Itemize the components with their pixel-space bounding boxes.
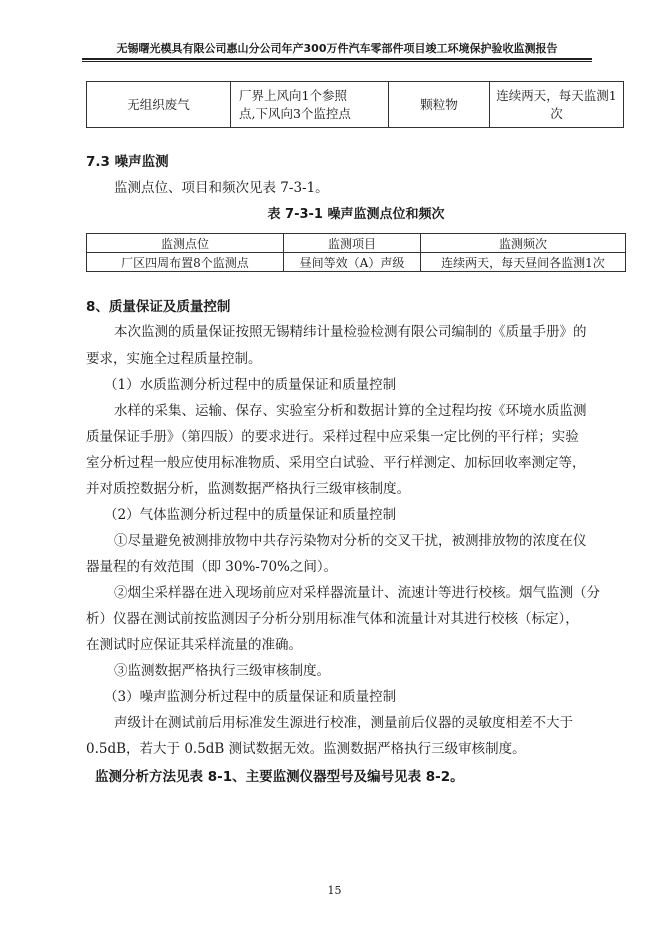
- noise-monitoring-table: [86, 233, 626, 272]
- paragraph-line: 监测点位、项目和频次见表 7-3-1。: [114, 180, 329, 196]
- paragraph-line: 器量程的有效范围（即 30%-70%之间）。: [86, 559, 338, 575]
- paragraph-line: 0.5dB，若大于 0.5dB 测试数据无效。监测数据严格执行三级审核制度。: [86, 741, 526, 757]
- cell-line: 点,下风向3个监控点: [239, 105, 351, 121]
- top-monitoring-table: [86, 81, 624, 128]
- table-header-row: [87, 234, 626, 253]
- subsection-title-gas: （2）气体监测分析过程中的质量保证和质量控制: [104, 507, 397, 523]
- report-header: 无锡曙光模具有限公司惠山分公司年产300万件汽车零部件项目竣工环境保护验收监测报告: [116, 42, 558, 55]
- paragraph-line: 在测试时应保证其采样流量的准确。: [86, 637, 302, 653]
- table-cell: 颗粒物: [389, 82, 490, 128]
- table-row: [87, 82, 624, 128]
- column-header: 监测频次: [421, 234, 626, 253]
- header-rule-thin: [82, 61, 592, 62]
- paragraph-line: 室分析过程一般应使用标准物质、采用空白试验、平行样测定、加标回收率测定等，: [86, 455, 586, 471]
- table-cell: 无组织废气: [87, 82, 231, 128]
- paragraph-line: ②烟尘采样器在进入现场前应对采样器流量计、流速计等进行校核。烟气监测（分: [114, 585, 600, 601]
- section-heading-7-3: 7.3 噪声监测: [86, 154, 169, 170]
- table-cell: 昼间等效（A）声级: [284, 253, 421, 272]
- paragraph-line: 要求，实施全过程质量控制。: [86, 351, 262, 367]
- table-cell: 厂区四周布置8个监测点: [87, 253, 284, 272]
- paragraph-line: 本次监测的质量保证按照无锡精纬计量检验检测有限公司编制的《质量手册》的: [114, 324, 587, 340]
- header-rule: [82, 58, 592, 60]
- table-cell: 连续两天，每天昼间各监测1次: [421, 253, 626, 272]
- paragraph-line: 水样的采集、运输、保存、实验室分析和数据计算的全过程均按《环境水质监测: [114, 403, 587, 419]
- section-heading-8: 8、质量保证及质量控制: [86, 299, 231, 315]
- paragraph-line: 析）仪器在测试前按监测因子分析分别用标准气体和流量计对其进行校核（标定），: [86, 611, 579, 627]
- page-number: 15: [327, 884, 342, 897]
- paragraph-line: ③监测数据严格执行三级审核制度。: [114, 663, 330, 679]
- paragraph-line: 质量保证手册》（第四版）的要求进行。采样过程中应采集一定比例的平行样；实验: [86, 429, 579, 445]
- subsection-title-noise: （3）噪声监测分析过程中的质量保证和质量控制: [104, 689, 397, 705]
- paragraph-line: 并对质控数据分析，监测数据严格执行三级审核制度。: [86, 481, 410, 497]
- table-cell: [231, 82, 389, 128]
- paragraph-line: 声级计在测试前后用标准发生源进行校准，测量前后仪器的灵敏度相差不大于: [114, 715, 573, 731]
- table-row: [87, 253, 626, 272]
- column-header: 监测项目: [284, 234, 421, 253]
- cell-line: 厂界上风向1个参照: [239, 87, 347, 103]
- paragraph-line: ①尽量避免被测排放物中共存污染物对分析的交叉干扰，被测排放物的浓度在仪: [114, 533, 587, 549]
- table-caption: 表 7-3-1 噪声监测点位和频次: [267, 207, 445, 222]
- table-cell: 连续两天，每天监测1次: [490, 82, 624, 128]
- column-header: 监测点位: [87, 234, 284, 253]
- closing-statement: 监测分析方法见表 8-1、主要监测仪器型号及编号见表 8-2。: [95, 769, 464, 785]
- subsection-title-water: （1）水质监测分析过程中的质量保证和质量控制: [104, 377, 397, 393]
